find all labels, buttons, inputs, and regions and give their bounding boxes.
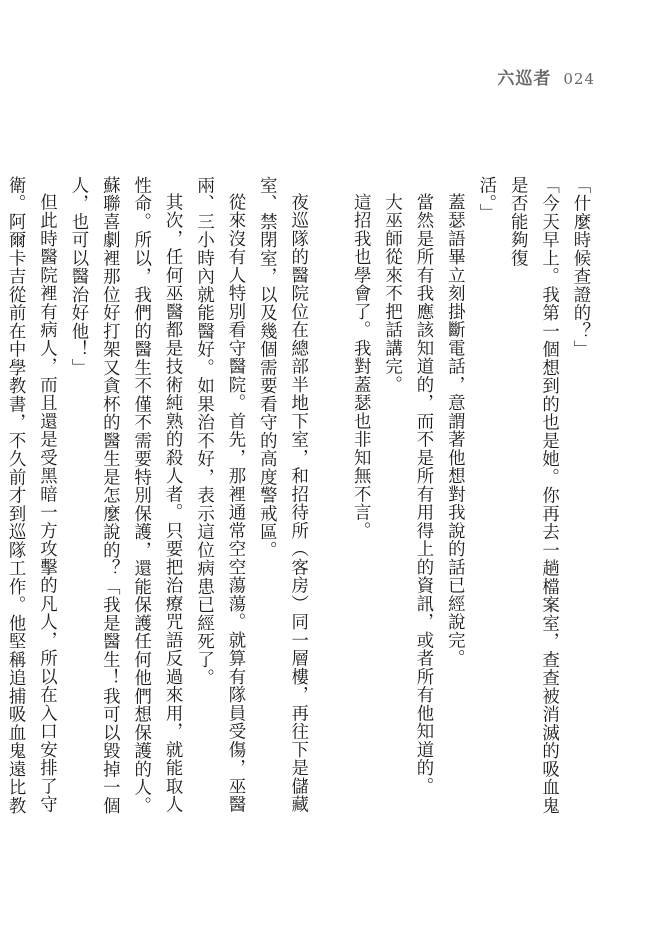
page-number: 024 (563, 70, 595, 88)
paragraph: 其次，任何巫醫都是技術純熟的殺人者。只要把治療咒語反過來用，就能取人性命。所以，我們的醫生不僅不需要特別保護，還能保護任何他們想保護的人。蘇聯喜劇裡那位好打架又貪杯的醫生是怎麼說的？「我是醫生！我可以毀掉一個人，也可以醫治好他！」 (67, 176, 183, 815)
paragraph: 「什麼時候查證的？」 (570, 176, 590, 359)
paragraph: 大巫師從來不把話講完。 (381, 193, 402, 395)
paragraph: 當然是所有我應該知道的，而不是所有用得上的資訊，或者所有他知道的。 (412, 193, 433, 796)
paragraph: 活。」 (475, 176, 496, 223)
paragraph: 但此時醫院裡有病人，而且還是受黑暗一方攻擊的凡人，所以在入口安排了守衛。阿爾卡吉從前在中學教書，不久前才到巡隊工作。他堅稱追捕吸血鬼遠比教 (5, 176, 57, 815)
paragraph: 這招我也學會了。我對蓋瑟也非知無不言。 (350, 193, 371, 541)
paragraph: 夜巡隊的醫院位在總部半地下室，和招待所（客房）同一層樓，再往下是儲藏室、禁閉室，以及幾個需要看守的高度警戒區。 (256, 176, 308, 814)
section-break (313, 176, 344, 826)
running-header (497, 64, 595, 89)
paragraph: 蓋瑟語畢立刻掛斷電話，意謂著他想對我說的話已經說完。 (444, 193, 465, 668)
book-title: 六巡者 (497, 69, 552, 89)
body-text (5, 176, 595, 826)
paragraph: 從來沒有人特別看守醫院。首先，那裡通常空空蕩蕩。就算有隊員受傷，巫醫兩、三小時內就能醫好。如果治不好，表示這位病患已經死了。 (193, 176, 245, 814)
paragraph: 「今天早上。我第一個想到的也是她。你再去一趟檔案室，查查被消滅的吸血鬼是否能夠復 (507, 176, 559, 815)
